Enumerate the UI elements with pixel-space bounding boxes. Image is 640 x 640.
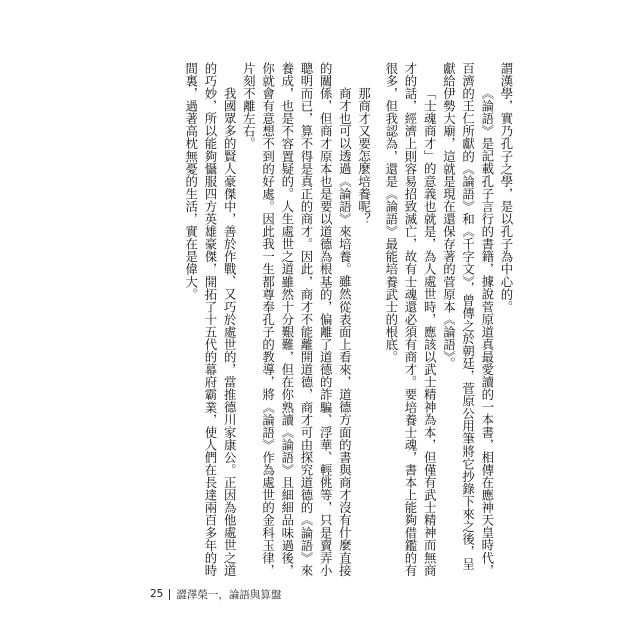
- paragraph-2: 《論語》是記載孔子言行的書籍，據說菅原道真最愛讀的一本書，相傳在應神天皇時代，百濟的王仁所獻的《論語》和《千字文》，曾傳之於朝廷，菅原公用筆將它抄錄下來之後，呈獻給伊勢大廟，這就是現在還保存著的菅原本《論語》。: [441, 62, 495, 577]
- body-text: [128, 62, 516, 582]
- page-footer: [150, 585, 281, 603]
- running-title: 澀澤榮一，論語與算盤: [176, 588, 282, 601]
- footer-divider: [169, 589, 170, 600]
- paragraph-1: 謂漢學，實乃孔子之學，是以孔子為中心的。: [499, 62, 514, 313]
- paragraph-3: 「士魂商才」的意義也就是，為人處世時，應該以武士精神為本，但僅有武士精神而無商才的話，經濟上則容易招致滅亡，故有士魂還必須有商才。要培養士魂，書本上能夠借鑑的有很多，但我認為，還是《論語》最能培養武士的根底。: [383, 62, 438, 577]
- paragraph-4: 那商才又要怎麼培養呢？: [356, 86, 372, 225]
- page-number: 25: [150, 588, 164, 600]
- paragraph-5: 商才也可以透過《論語》來培養。雖然從表面上看來，道德方面的書與商才沒有什麼直接的關係，但商才原本也是要以道德為根基的，偏離了道德的詐騙、浮華、輕佻等，只是賣弄小聰明而已，算不得是真正的商才。因此，商才不能離開道德，商才可由探究道德的《論語》來養成，也是不容置疑的。人生處世之道雖然十分艱難，但在你熟讀《論語》且細細品味過後，你就會有意想不到的好處。因此我一生都尊奉孔子的教導，將《論語》作為處世的金科玉律，片刻不離左右。: [241, 62, 353, 577]
- paragraph-6: 我國眾多的賢人豪傑中，善於作戰、又巧於處世的，當推德川家康公。正因為他處世之道的巧妙，所以能夠懾服四方英雄豪傑，開拓了十五代的幕府霸業，使人們在長達兩百多年的時間裏，過著高枕無憂的生活，實在是偉大。: [183, 62, 238, 577]
